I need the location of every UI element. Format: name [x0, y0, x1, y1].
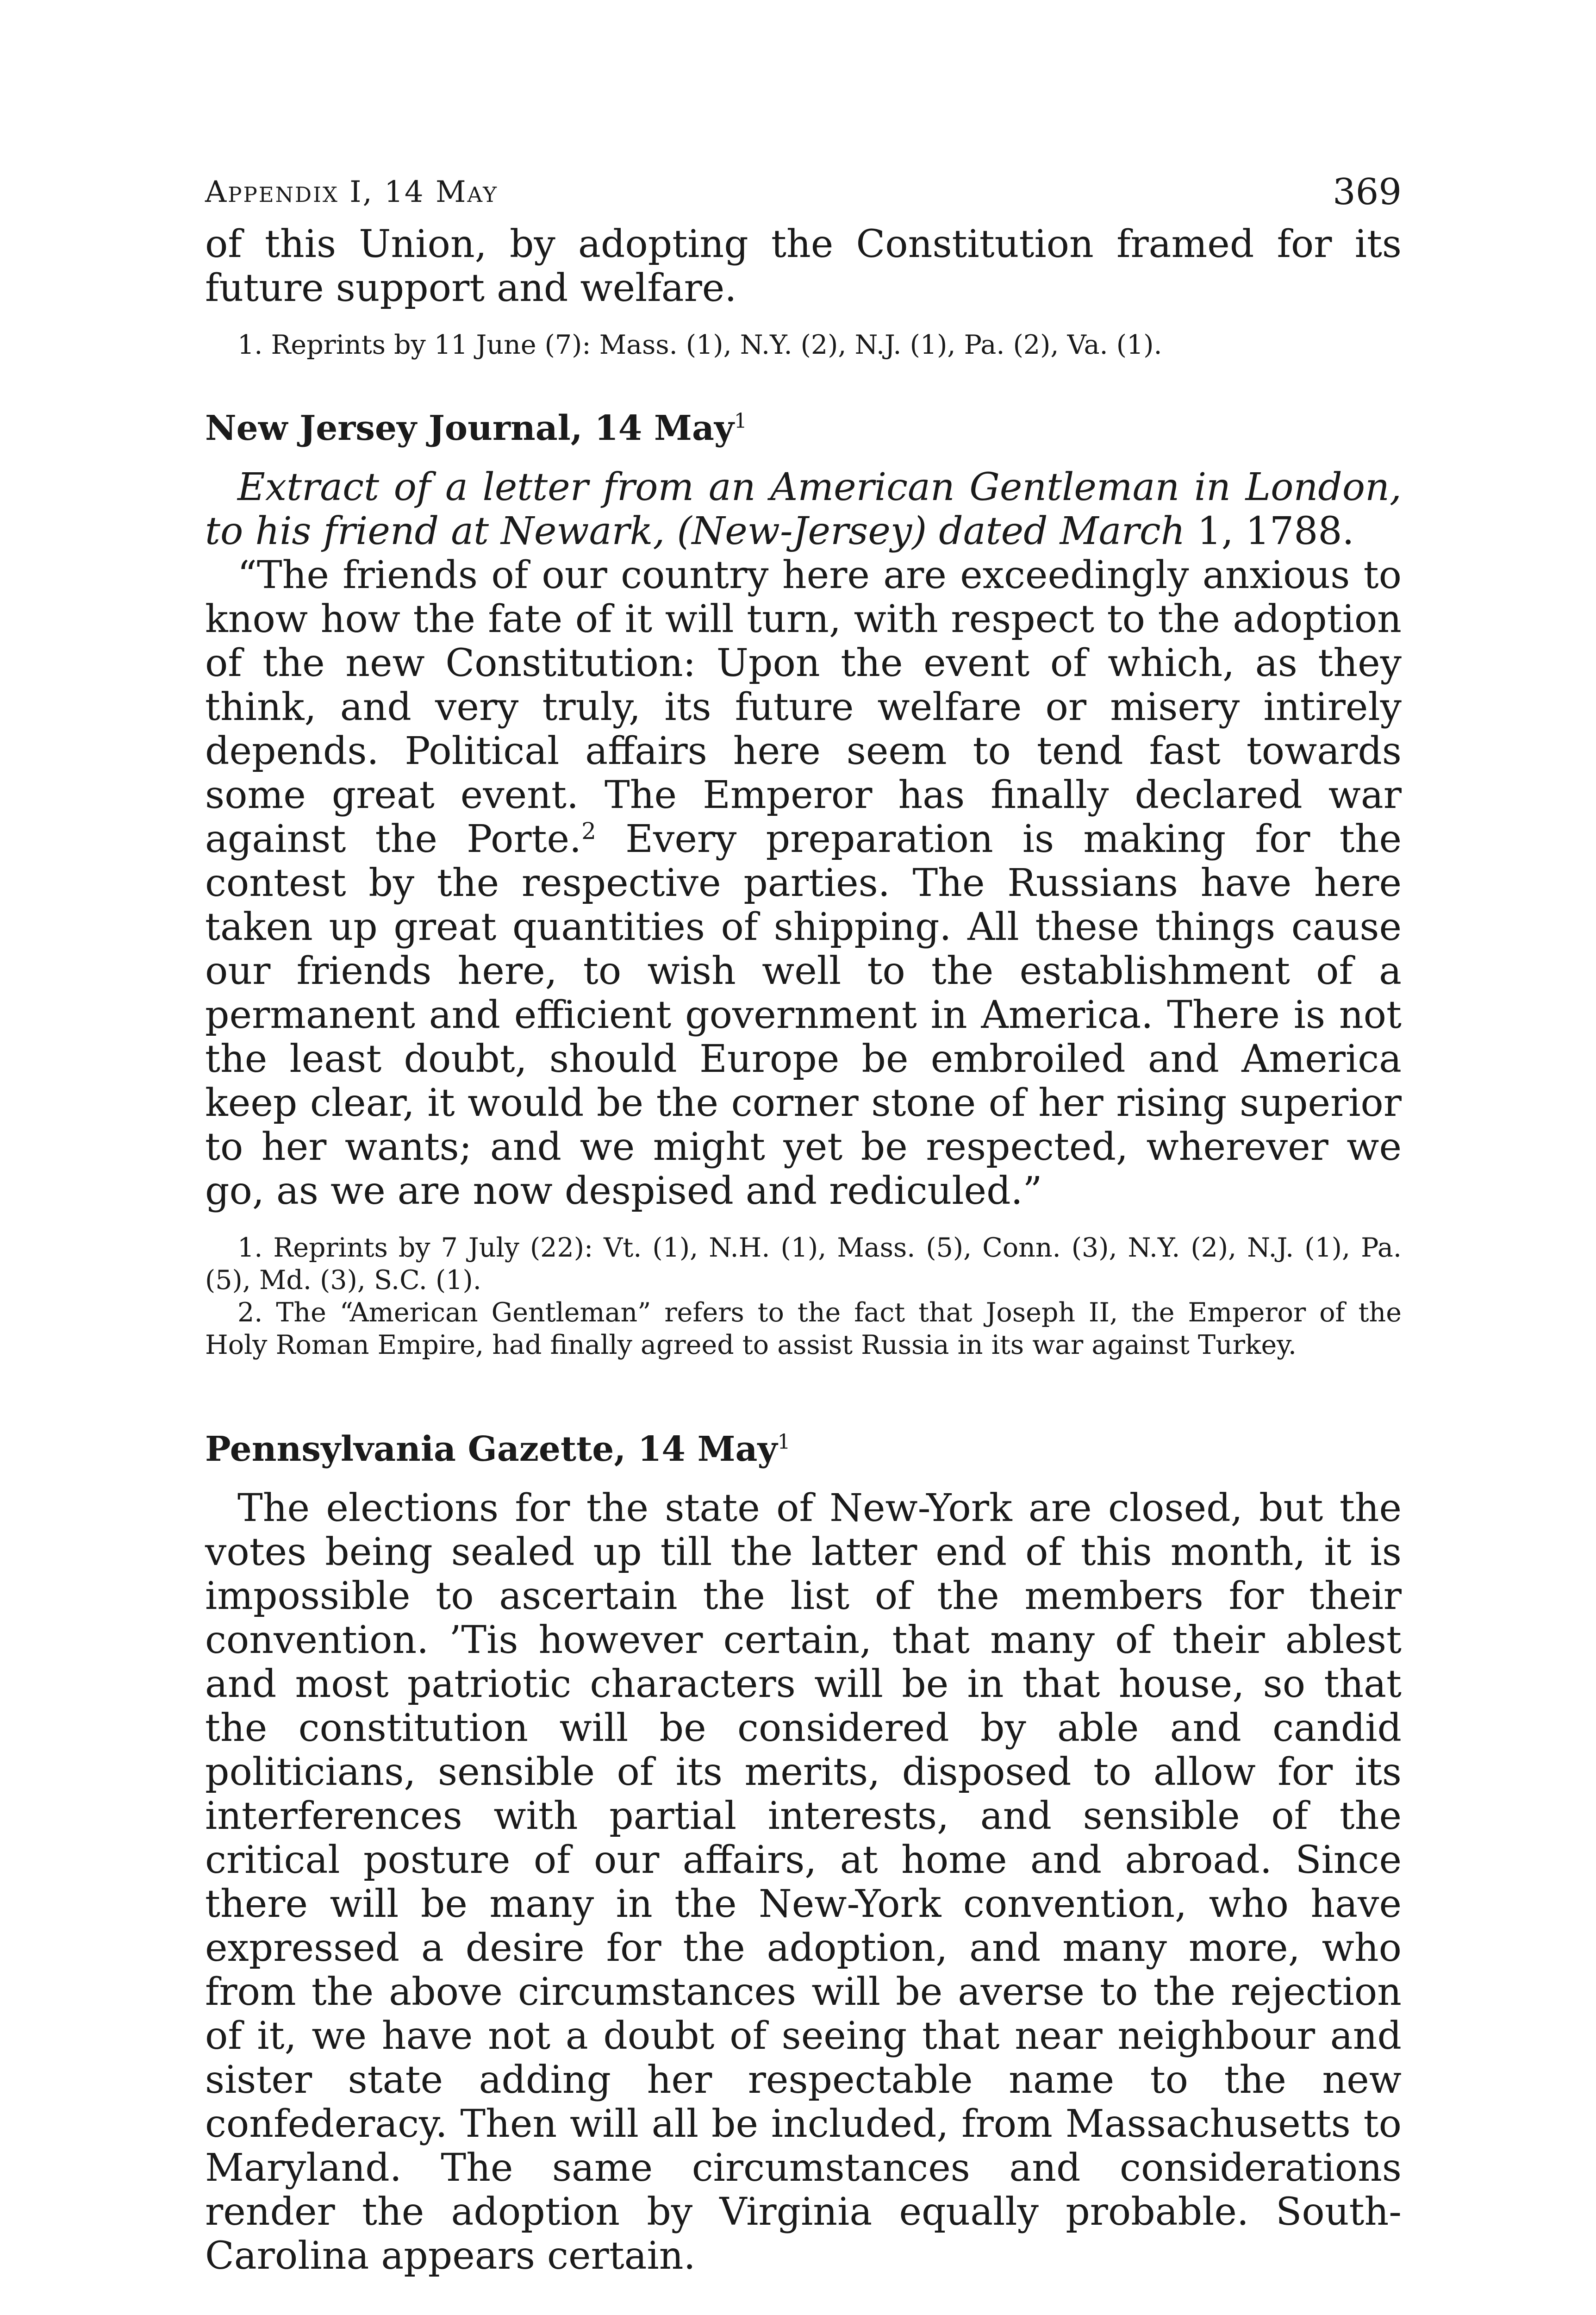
new-jersey-journal-intro [205, 465, 1402, 553]
document-page [205, 167, 1402, 2278]
running-head-title: Appendix I, 14 May [205, 175, 498, 209]
new-jersey-journal-footnotes [205, 1232, 1402, 1361]
page-number: 369 [1333, 171, 1402, 213]
pennsylvania-gazette-heading-note-marker: 1 [777, 1430, 791, 1454]
continuation-paragraph: of this Union, by adopting the Constitution framed for its future support and welfare. [205, 222, 1402, 310]
running-head [205, 167, 1402, 218]
new-jersey-journal-heading-note-marker: 1 [734, 409, 747, 433]
new-jersey-journal-heading-text: New Jersey Journal, 14 May [205, 408, 734, 448]
pennsylvania-gazette-heading-text: Pennsylvania Gazette, 14 May [205, 1429, 778, 1469]
new-jersey-journal-intro-date: 1, 1788. [1197, 509, 1354, 553]
new-jersey-journal-intro-italic: Extract of a letter from an American Gentleman in London, to his friend at Newark, (New-Jersey) dated March [205, 465, 1402, 553]
new-jersey-journal-letter-part-2: Every preparation is making for the contest by the respective parties. The Russians have here taken up great quantities of shipping. All these things cause our friends here, to wish well to the establishment of a permanent and efficient government in America. There is not the least doubt, should Europe be embroiled and America keep clear, it would be the corner stone of her rising superior to her wants; and we might yet be respected, wherever we go, as we are now despised and rediculed.” [205, 817, 1402, 1213]
new-jersey-journal-letter-part-1: “The friends of our country here are exceedingly anxious to know how the fate of it will turn, with respect to the adoption of the new Constitution: Upon the event of which, as they think, and very truly, its future welfare or misery intirely depends. Political affairs here seem to tend fast towards some great event. The Emperor has finally declared war against the Porte. [205, 553, 1402, 861]
new-jersey-journal-footnote-1: 1. Reprints by 7 July (22): Vt. (1), N.H. (1), Mass. (5), Conn. (3), N.Y. (2), N.J. (1), Pa. (5), Md. (3), S.C. (1). [205, 1233, 1402, 1295]
pennsylvania-gazette-heading [205, 1426, 1402, 1472]
new-jersey-journal-heading [205, 405, 1402, 451]
new-jersey-journal-footnote-2: 2. The “American Gentleman” refers to the fact that Joseph II, the Emperor of the Holy Roman Empire, had finally agreed to assist Russia in its war against Turkey. [205, 1297, 1402, 1360]
new-jersey-journal-letter [205, 553, 1402, 1213]
new-jersey-journal-letter-note-marker: 2 [581, 818, 596, 845]
pennsylvania-gazette-paragraph: The elections for the state of New-York are closed, but the votes being sealed up till the latter end of this month, it is impossible to ascertain the list of the members for their convention. ’Tis however certain, that many of their ablest and most patriotic characters will be in that house, so that the constitution will be considered by able and candid politicians, sensible of its merits, disposed to allow for its interferences with partial interests, and sensible of the critical posture of our affairs, at home and abroad. Since there will be many in the New-York convention, who have expressed a desire for the adoption, and many more, who from the above circumstances will be averse to the rejection of it, we have not a doubt of seeing that near neighbour and sister state adding her respectable name to the new confederacy. Then will all be included, from Massachusetts to Maryland. The same circumstances and considerations render the adoption by Virginia equally probable. South-Carolina appears certain. [205, 1486, 1402, 2278]
continuation-footnote-1: 1. Reprints by 11 June (7): Mass. (1), N.Y. (2), N.J. (1), Pa. (2), Va. (1). [237, 330, 1162, 360]
